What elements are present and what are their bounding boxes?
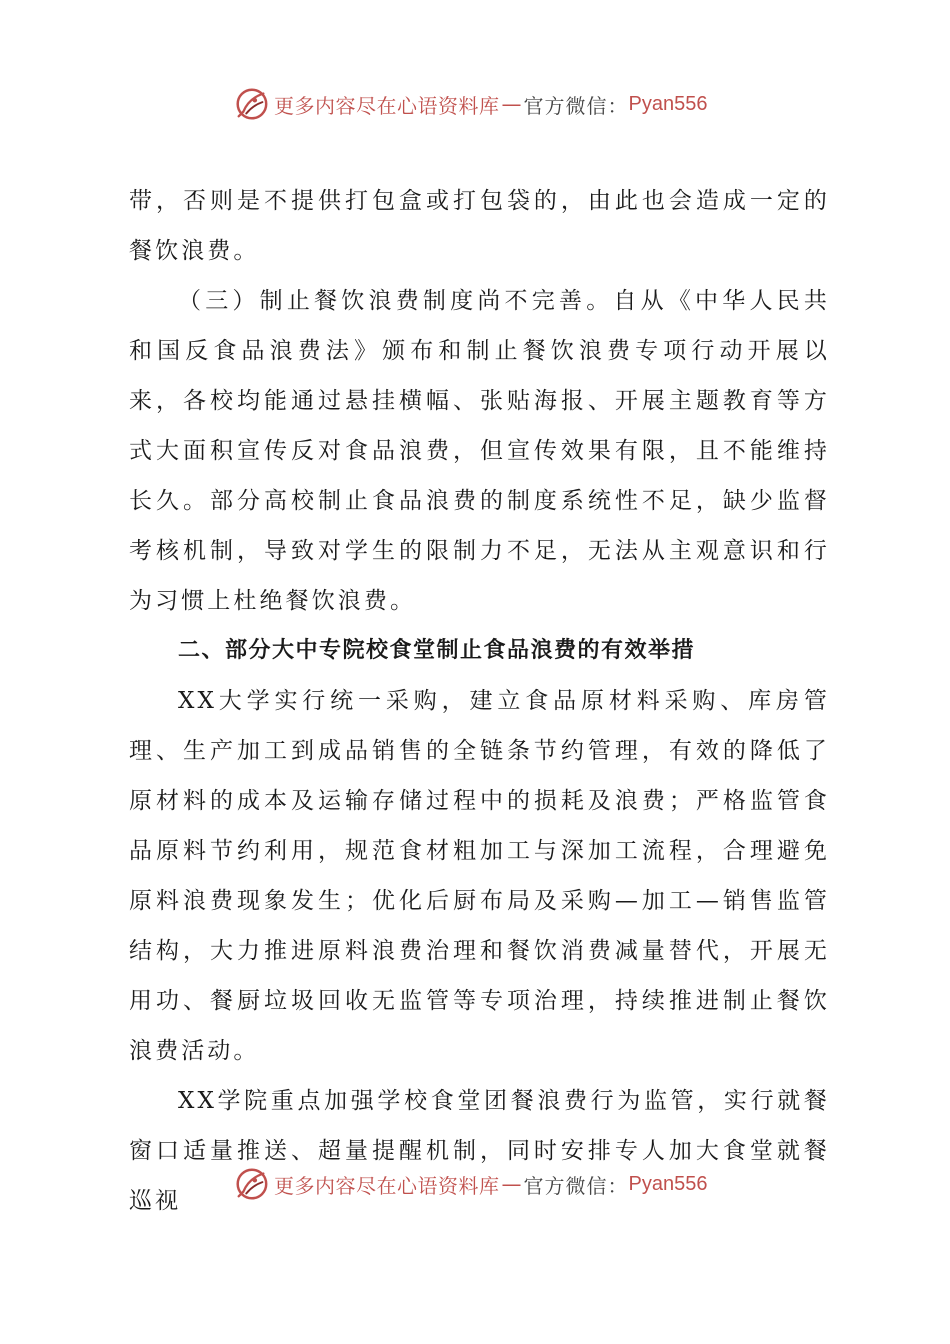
wechat-id: Pyan556 (628, 1172, 708, 1195)
paragraph-college-measures: XX学院重点加强学校食堂团餐浪费行为监管，实行就餐窗口适量推送、超量提醒机制，同时安排专人加大食堂就餐巡视 (129, 1088, 830, 1214)
wechat-id: Pyan556 (628, 92, 708, 115)
official-label: 官方微信： (523, 1173, 629, 1198)
section-heading-2: 二、部分大中专院校食堂制止食品浪费的有效举措 (178, 638, 696, 663)
paragraph-section-three: （三）制止餐饮浪费制度尚不完善。自从《中华人民共和国反食品浪费法》颁布和制止餐饮浪费专项行动开展以来，各校均能通过悬挂横幅、张贴海报、开展主题教育等方式大面积宣传反对食品浪费，但宣传效果有限，且不能维持长久。部分高校制止食品浪费的制度系统性不足，缺少监督考核机制，导致对学生的限制力不足，无法从主观意识和行为习惯上杜绝餐饮浪费。 (129, 288, 830, 614)
footer-watermark-banner (232, 1164, 792, 1204)
official-label: 官方微信： (523, 93, 629, 118)
paragraph-continuation: 带，否则是不提供打包盒或打包袋的，由此也会造成一定的餐饮浪费。 (129, 188, 830, 264)
brand-logo-icon (232, 85, 270, 123)
banner-separator: — (501, 92, 522, 116)
paragraph-university-measures: XX大学实行统一采购，建立食品原材料采购、库房管理、生产加工到成品销售的全链条节约管理，有效的降低了原材料的成本及运输存储过程中的损耗及浪费；严格监管食品原料节约利用，规范食材粗加工与深加工流程，合理避免原料浪费现象发生；优化后厨布局及采购—加工—销售监管结构，大力推进原料浪费治理和餐饮消费减量替代，开展无用功、餐厨垃圾回收无监管等专项治理，持续推进制止餐饮浪费活动。 (129, 688, 830, 1064)
brand-text: 更多内容尽在心语资料库 (274, 93, 500, 118)
document-body (129, 176, 830, 1226)
brand-text: 更多内容尽在心语资料库 (274, 1173, 500, 1198)
header-watermark-banner (232, 84, 792, 124)
brand-logo-icon (232, 1165, 270, 1203)
banner-separator: — (501, 1172, 522, 1196)
